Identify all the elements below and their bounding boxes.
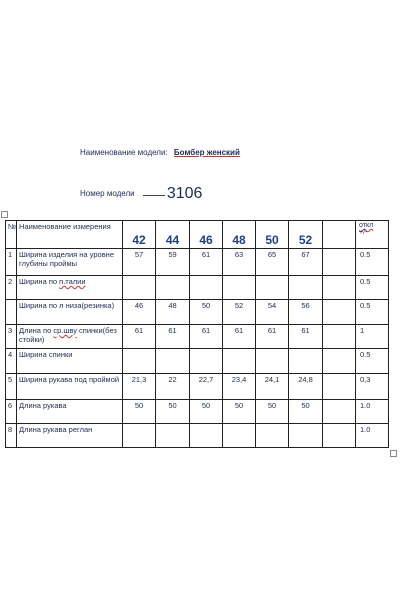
size-value: 50	[156, 400, 190, 424]
row-number: 4	[6, 349, 17, 374]
row-number: 3	[6, 325, 17, 349]
table-row	[6, 400, 389, 424]
size-value: 48	[156, 300, 190, 325]
tolerance-value: 1.0	[356, 424, 389, 448]
size-value: 56	[289, 300, 323, 325]
row-number: 5	[6, 374, 17, 400]
size-value: 61	[223, 325, 256, 349]
size-value: 63	[223, 249, 256, 276]
model-number-blank	[143, 195, 165, 196]
measure-name: Длина рукава	[17, 400, 123, 424]
size-value: 22,7	[190, 374, 223, 400]
tolerance-value: 1.0	[356, 400, 389, 424]
size-header: 44	[156, 221, 190, 249]
table-row	[6, 349, 389, 374]
table-row	[6, 300, 389, 325]
size-value	[190, 424, 223, 448]
empty-cell	[323, 276, 356, 300]
empty-cell	[323, 349, 356, 374]
size-value: 54	[256, 300, 289, 325]
row-number: 2	[6, 276, 17, 300]
tolerance-value: 0.5	[356, 276, 389, 300]
measure-name-underlined: п.талии	[59, 277, 86, 286]
no-header: №	[6, 221, 17, 249]
size-value	[256, 276, 289, 300]
measure-name-underlined: ср.шву	[53, 326, 77, 335]
measure-name: Ширина по п.талии	[17, 276, 123, 300]
table-header-row	[6, 221, 389, 249]
size-value	[256, 349, 289, 374]
size-value: 46	[123, 300, 156, 325]
table-anchor-marker	[1, 211, 8, 218]
size-value: 61	[190, 249, 223, 276]
table-row	[6, 249, 389, 276]
size-value	[289, 276, 323, 300]
measure-name: Длина по ср.шву спинки(без стойки)	[17, 325, 123, 349]
model-number-value: 3106	[166, 185, 203, 202]
size-value: 61	[289, 325, 323, 349]
measure-name: Ширина изделия на уровне глубины проймы	[17, 249, 123, 276]
row-number	[6, 300, 17, 325]
size-value	[190, 349, 223, 374]
size-value: 50	[289, 400, 323, 424]
size-value: 59	[156, 249, 190, 276]
size-value	[289, 424, 323, 448]
empty-cell	[323, 400, 356, 424]
size-value: 52	[223, 300, 256, 325]
measure-name: Ширина рукава под проймой	[17, 374, 123, 400]
empty-cell	[323, 249, 356, 276]
empty-cell	[323, 374, 356, 400]
size-header: 48	[223, 221, 256, 249]
tolerance-header	[356, 221, 389, 249]
size-value: 23,4	[223, 374, 256, 400]
measure-name: Длина рукава реглан	[17, 424, 123, 448]
size-value: 57	[123, 249, 156, 276]
size-value: 50	[223, 400, 256, 424]
size-header: 46	[190, 221, 223, 249]
size-header: 50	[256, 221, 289, 249]
table-row	[6, 325, 389, 349]
size-value	[123, 276, 156, 300]
row-number: 1	[6, 249, 17, 276]
size-value	[123, 424, 156, 448]
model-number-line	[80, 185, 202, 203]
empty-header	[323, 221, 356, 249]
size-value	[190, 276, 223, 300]
empty-cell	[323, 300, 356, 325]
row-number: 6	[6, 400, 17, 424]
model-name-label: Наименование модели:	[80, 148, 168, 157]
size-value: 50	[256, 400, 289, 424]
model-name-line	[80, 148, 240, 157]
model-name-value: Бомбер женский	[173, 148, 240, 157]
size-value: 50	[190, 400, 223, 424]
empty-cell	[323, 424, 356, 448]
size-value	[156, 424, 190, 448]
tolerance-value: 0,3	[356, 374, 389, 400]
size-value	[156, 349, 190, 374]
measure-name: Ширина по л низа(резинка)	[17, 300, 123, 325]
size-value	[123, 349, 156, 374]
measure-header: Наименование измерения	[17, 221, 123, 249]
size-value: 50	[190, 300, 223, 325]
size-header: 42	[123, 221, 156, 249]
size-value	[223, 349, 256, 374]
size-value: 61	[123, 325, 156, 349]
model-number-label: Номер модели	[80, 189, 135, 198]
tolerance-value: 1	[356, 325, 389, 349]
size-value	[223, 424, 256, 448]
size-value: 61	[156, 325, 190, 349]
row-number: 8	[6, 424, 17, 448]
table-row	[6, 374, 389, 400]
measurement-table	[5, 220, 389, 448]
size-value: 61	[190, 325, 223, 349]
tolerance-value: 0.5	[356, 300, 389, 325]
table-row	[6, 424, 389, 448]
tolerance-header-label: откл	[359, 222, 374, 229]
size-value: 65	[256, 249, 289, 276]
size-value: 67	[289, 249, 323, 276]
size-value	[289, 349, 323, 374]
tolerance-value: 0.5	[356, 349, 389, 374]
size-value: 24,1	[256, 374, 289, 400]
table-resize-handle[interactable]	[390, 450, 397, 457]
size-value: 24,8	[289, 374, 323, 400]
size-value: 22	[156, 374, 190, 400]
empty-cell	[323, 325, 356, 349]
size-value: 61	[256, 325, 289, 349]
tolerance-value: 0.5	[356, 249, 389, 276]
size-value	[256, 424, 289, 448]
tolerance-header-sign: +/-	[359, 229, 368, 236]
size-value: 50	[123, 400, 156, 424]
table-row	[6, 276, 389, 300]
size-value	[223, 276, 256, 300]
size-header: 52	[289, 221, 323, 249]
measure-name: Ширина спинки	[17, 349, 123, 374]
size-value	[156, 276, 190, 300]
size-value: 21,3	[123, 374, 156, 400]
